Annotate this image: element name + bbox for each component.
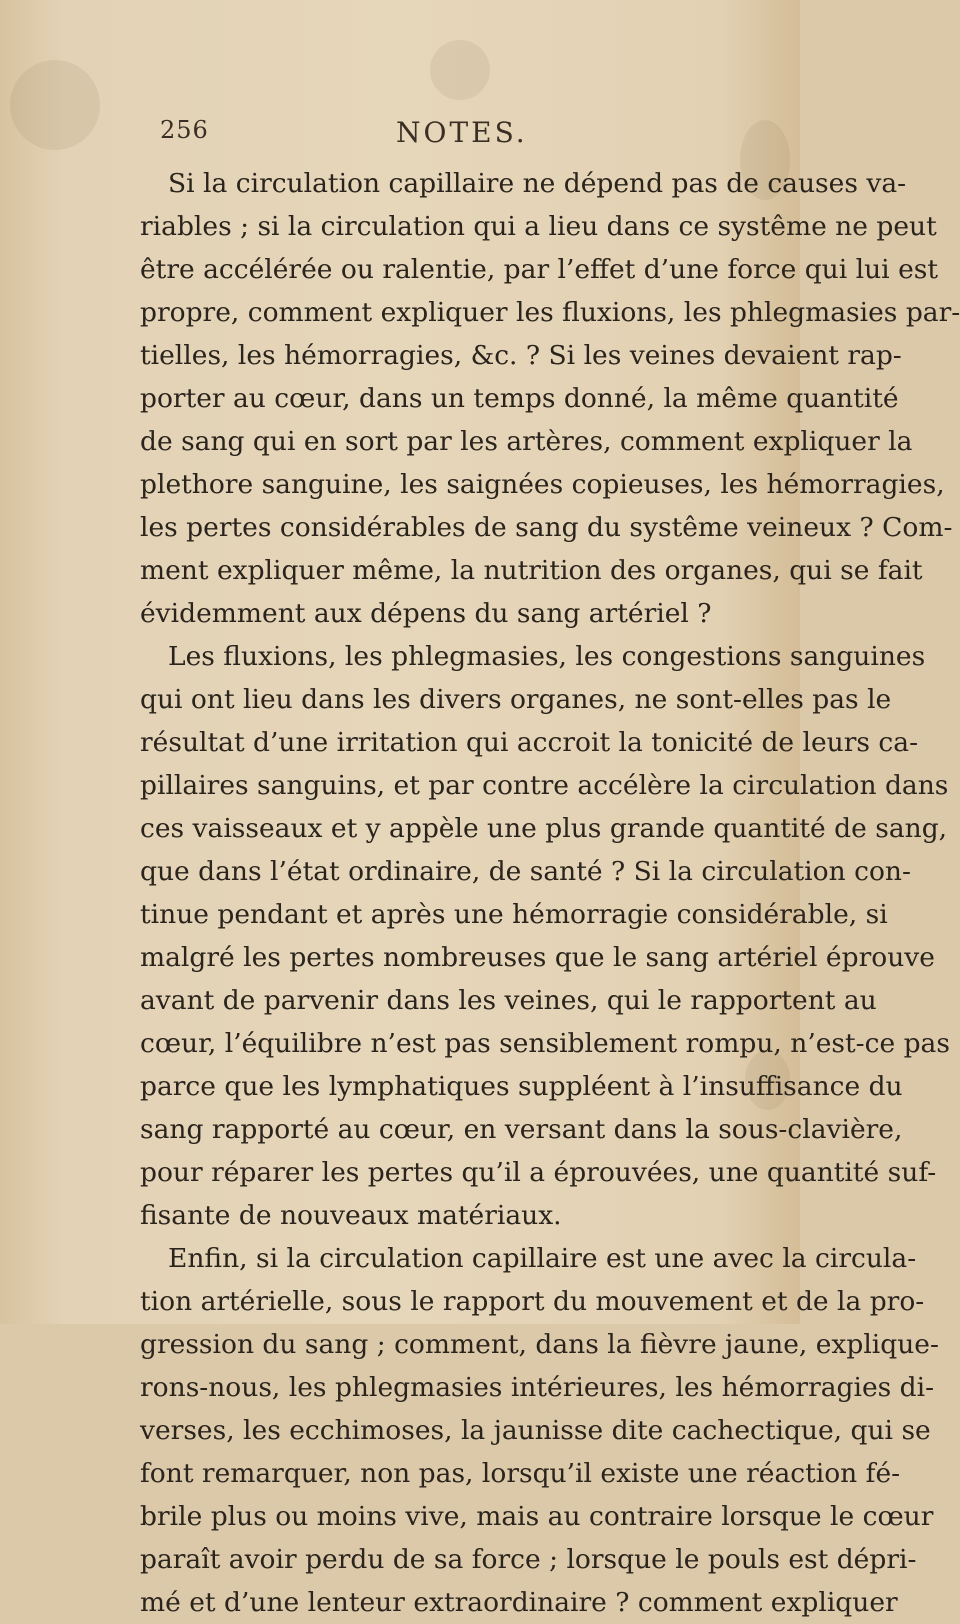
page-number: 256 [160,116,209,144]
running-title: NOTES. [396,116,528,149]
text-line: qui ont lieu dans les divers organes, ne sont-elles pas le [140,684,892,715]
paper-stain [10,60,100,150]
text-line: de sang qui en sort par les artères, comment expliquer la [140,426,913,457]
text-line: porter au cœur, dans un temps donné, la même quantité [140,383,899,414]
text-line: tion artérielle, sous le rapport du mouvement et de la pro- [140,1286,925,1317]
text-line: propre, comment expliquer les fluxions, les phlegmasies par- [140,297,960,328]
text-line: paraît avoir perdu de sa force ; lorsque le pouls est dépri- [140,1544,917,1575]
text-line: pour réparer les pertes qu’il a éprouvées, une quantité suf- [140,1157,937,1188]
text-line: tinue pendant et après une hémorragie considérable, si [140,899,888,930]
text-line: parce que les lymphatiques suppléent à l’insuffisance du [140,1071,903,1102]
text-line: malgré les pertes nombreuses que le sang artériel éprouve [140,942,935,973]
body-text [140,162,960,1624]
text-line: riables ; si la circulation qui a lieu dans ce systême ne peut [140,211,937,242]
text-line: que dans l’état ordinaire, de santé ? Si la circulation con- [140,856,911,887]
text-line: gression du sang ; comment, dans la fièvre jaune, explique- [140,1329,939,1360]
text-line: évidemment aux dépens du sang artériel ? [140,598,712,629]
text-line: fisante de nouveaux matériaux. [140,1200,562,1231]
text-line: Les fluxions, les phlegmasies, les congestions sanguines [168,641,926,672]
text-line: ces vaisseaux et y appèle une plus grande quantité de sang, [140,813,948,844]
text-line: cœur, l’équilibre n’est pas sensiblement rompu, n’est-ce pas [140,1028,950,1059]
text-line: mé et d’une lenteur extraordinaire ? comment expliquer [140,1587,898,1618]
text-line: verses, les ecchimoses, la jaunisse dite cachectique, qui se [140,1415,931,1446]
text-line: résultat d’une irritation qui accroit la tonicité de leurs ca- [140,727,919,758]
text-line: avant de parvenir dans les veines, qui le rapportent au [140,985,877,1016]
page-header [160,116,760,156]
text-line: les pertes considérables de sang du systême veineux ? Com- [140,512,953,543]
text-line: ment expliquer même, la nutrition des organes, qui se fait [140,555,923,586]
text-line: rons-nous, les phlegmasies intérieures, les hémorragies di- [140,1372,935,1403]
text-line: être accélérée ou ralentie, par l’effet d’une force qui lui est [140,254,939,285]
text-line: font remarquer, non pas, lorsqu’il existe une réaction fé- [140,1458,901,1489]
text-line: plethore sanguine, les saignées copieuses, les hémorragies, [140,469,945,500]
text-line: pillaires sanguins, et par contre accélère la circulation dans [140,770,949,801]
text-line: brile plus ou moins vive, mais au contraire lorsque le cœur [140,1501,934,1532]
text-line: Enfin, si la circulation capillaire est une avec la circula- [168,1243,917,1274]
text-line: tielles, les hémorragies, &c. ? Si les veines devaient rap- [140,340,902,371]
paper-stain [430,40,490,100]
text-line: Si la circulation capillaire ne dépend pas de causes va- [168,168,907,199]
text-line: sang rapporté au cœur, en versant dans la sous-clavière, [140,1114,903,1145]
